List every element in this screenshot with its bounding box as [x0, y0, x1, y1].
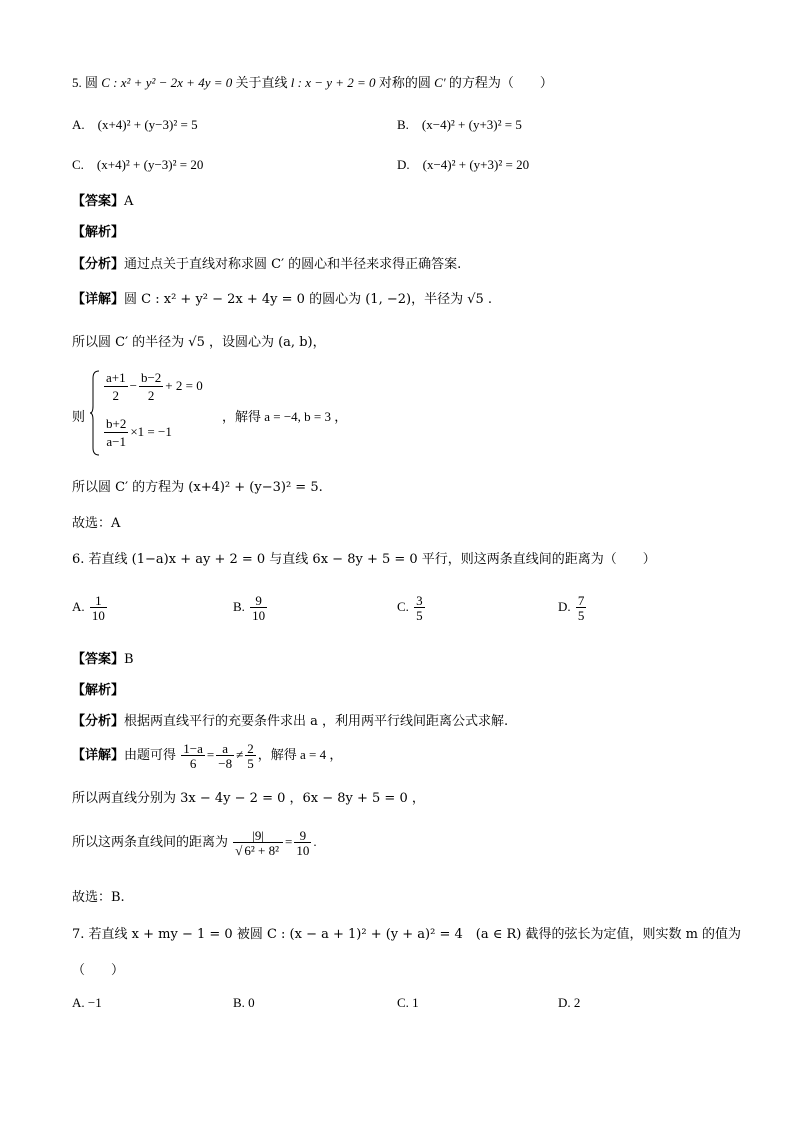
q6-dist-r-den: 10 — [296, 843, 310, 858]
q6-fenxi: 根据两直线平行的充要条件求出 a ，利用两平行线间距离公式求解. — [124, 714, 509, 729]
q5-sys2-tail: ×1 = −1 — [130, 423, 172, 439]
q5-frac-a-den: 2 — [104, 386, 128, 404]
q6-opt-d-label: D. — [558, 598, 571, 614]
q6-opt-a-den: 10 — [91, 608, 105, 623]
q6-frac-1 — [181, 742, 205, 770]
q5-ze: 则 — [72, 409, 86, 424]
q7-option-a: A. −1 — [72, 995, 102, 1010]
q6-opt-c-label: C. — [397, 598, 409, 614]
q6-opt-a-frac — [90, 594, 107, 622]
q6-opt-c-frac — [414, 594, 425, 622]
q5-answer-tag: 【答案】 — [72, 194, 125, 209]
q5-frac-c-num: b+2 — [106, 416, 127, 431]
q6-dist-eq: = — [285, 833, 293, 849]
q6-option-b — [233, 594, 269, 622]
q5-xiangjie-tag: 【详解】 — [72, 292, 125, 307]
q6-dist-result — [294, 829, 311, 857]
q6-guxuan: 故选：B. — [72, 890, 125, 905]
q6-answer-tag: 【答案】 — [72, 652, 125, 667]
q5-system-eq1 — [102, 370, 203, 404]
q6-opt-d-num: 7 — [577, 593, 585, 608]
q5-fenxi-tag: 【分析】 — [72, 257, 125, 272]
q5-frac-c-den: a−1 — [104, 432, 128, 450]
q6-option-d — [558, 594, 588, 622]
q5-frac-a-num: a+1 — [106, 370, 126, 385]
q6-distance-line — [72, 829, 317, 857]
q6-opt-d-den: 5 — [577, 608, 585, 623]
q6-f2-num: a — [222, 741, 229, 756]
q6-dist-den: 6² + 8² — [244, 843, 280, 858]
q5-minus: − — [129, 377, 137, 393]
q6-line2: 所以两直线分别为 3x − 4y − 2 = 0 ，6x − 8y + 5 = 0 ， — [72, 791, 425, 806]
q6-xiangjie-line — [72, 742, 342, 770]
q6-dist-num: |9| — [252, 828, 265, 843]
q5-jiexi: 【解析】 — [72, 225, 125, 240]
q5-line2: 所以圆 C′ 的半径为 √5 ，设圆心为 (a, b)， — [72, 335, 326, 350]
q5-line-eq: l : x − y + 2 = 0 — [290, 75, 376, 90]
q6-opt-c-den: 5 — [416, 608, 423, 623]
q6-opt-a-label: A. — [72, 598, 85, 614]
q5-fenxi-line — [72, 258, 461, 271]
q5-option-c: C. (x+4)² + (y−3)² = 20 — [72, 157, 204, 172]
q6-stem: 6. 若直线 (1−a)x + ay + 2 = 0 与直线 6x − 8y + 5 = 0 平行，则这两条直线间的距离为（ ） — [72, 552, 656, 567]
q6-answer-line — [72, 653, 134, 666]
q6-opt-b-frac — [250, 594, 267, 622]
q6-dist-a: 所以这两条直线间的距离为 — [72, 833, 229, 849]
q7-option-d: D. 2 — [558, 995, 581, 1010]
q6-f3-den: 5 — [247, 756, 254, 771]
q5-stem-c: 对称的圆 — [378, 75, 431, 90]
q7-stem2: （ ） — [72, 963, 125, 978]
q5-system-eq2 — [102, 416, 172, 450]
q6-eq: = — [206, 746, 215, 762]
q5-option-d: D. (x−4)² + (y+3)² = 20 — [397, 157, 530, 172]
q5-answer-line — [72, 195, 133, 208]
q5-xiangjie-line — [72, 293, 492, 306]
q5-stem-b: 关于直线 — [235, 75, 288, 90]
q6-f3-num: 2 — [247, 741, 254, 756]
q5-option-a: A. (x+4)² + (y−3)² = 5 — [72, 117, 198, 132]
q6-xj-a: 由题可得 — [124, 746, 177, 762]
q5-stem-d: 的方程为（ ） — [448, 75, 553, 90]
q6-frac-2 — [216, 742, 234, 770]
q7-option-b: B. 0 — [233, 995, 255, 1010]
q5-solve: ，解得 a = −4, b = 3 ， — [222, 409, 348, 424]
q5-frac-a — [104, 370, 128, 404]
q5-xiangjie: 圆 C : x² + y² − 2x + 4y = 0 的圆心为 (1, −2)，半径为 √5 . — [124, 292, 493, 307]
q6-dist-r-num: 9 — [299, 828, 307, 843]
q5-frac-c — [104, 416, 128, 450]
q6-option-c — [397, 594, 427, 622]
q5-option-b: B. (x−4)² + (y+3)² = 5 — [397, 117, 522, 132]
q5-answer: A — [124, 194, 134, 209]
q6-jiexi: 【解析】 — [72, 683, 125, 698]
q5-circle-eq: C : x² + y² − 2x + 4y = 0 — [101, 75, 233, 90]
q6-dist-den-wrap: √ 6² + 8² — [233, 842, 283, 857]
q5-fenxi: 通过点关于直线对称求圆 C′ 的圆心和半径来求得正确答案. — [124, 257, 462, 272]
q6-answer: B — [124, 652, 134, 667]
q6-f1-num: 1−a — [183, 741, 203, 756]
q6-option-a — [72, 594, 109, 622]
q6-fenxi-tag: 【分析】 — [72, 714, 125, 729]
q6-xj-b: ，解得 a = 4 ， — [257, 746, 343, 762]
q7-option-c: C. 1 — [397, 995, 419, 1010]
q5-stem-cp: C′ — [434, 75, 446, 90]
q6-f1-den: 6 — [181, 755, 205, 770]
q5-frac-b — [139, 370, 163, 404]
q6-opt-a-num: 1 — [95, 593, 102, 608]
q6-opt-b-num: 9 — [255, 593, 262, 608]
q6-xiangjie-tag: 【详解】 — [72, 746, 125, 762]
q6-dist-end: . — [313, 833, 317, 849]
q5-guxuan: 故选：A — [72, 516, 121, 531]
q6-neq: ≠ — [236, 746, 244, 762]
q5-conclusion: 所以圆 C′ 的方程为 (x+4)² + (y−3)² = 5. — [72, 480, 323, 495]
q6-f2-den: −8 — [218, 756, 233, 771]
q5-stem — [72, 76, 553, 89]
q6-dist-frac — [233, 829, 283, 857]
q5-frac-b-den: 2 — [139, 386, 163, 404]
q6-opt-b-label: B. — [233, 598, 245, 614]
q6-fenxi-line — [72, 715, 508, 728]
q6-opt-c-num: 3 — [416, 593, 423, 608]
q6-opt-d-frac — [576, 594, 587, 622]
q6-frac-3 — [245, 742, 256, 770]
q5-stem-a: 5. 圆 — [72, 75, 99, 90]
q7-stem: 7. 若直线 x + my − 1 = 0 被圆 C : (x − a + 1)² + (y + a)² = 4 (a ∈ R) 截得的弦长为定值，则实数 m 的值为 — [72, 927, 742, 942]
left-brace-icon — [90, 370, 100, 456]
q6-opt-b-den: 10 — [252, 608, 266, 623]
q5-sys1-tail: + 2 = 0 — [165, 377, 203, 393]
q5-frac-b-num: b−2 — [140, 370, 162, 385]
